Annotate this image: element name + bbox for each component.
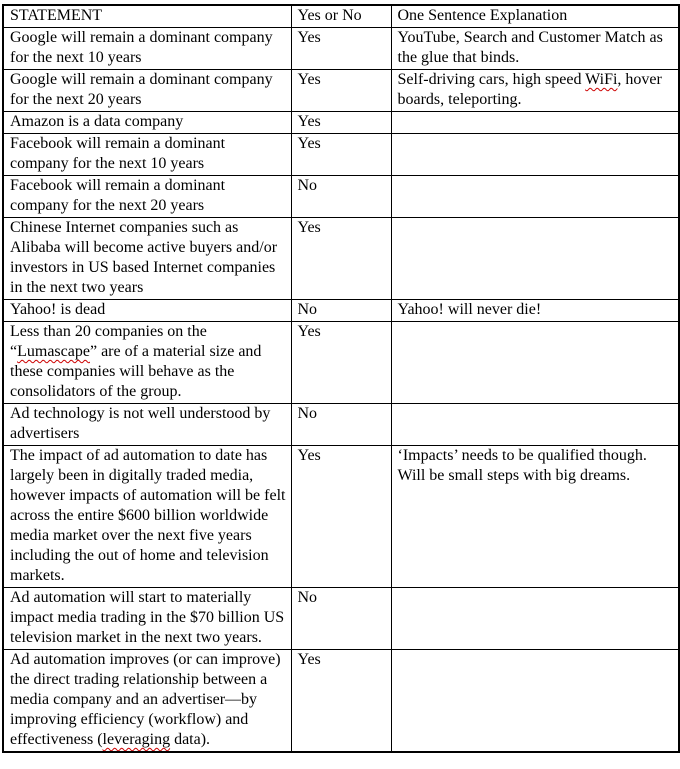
answer-cell: Yes — [291, 134, 391, 176]
table-row — [3, 134, 679, 176]
spellcheck-squiggle: leveraging — [102, 731, 171, 748]
answer-cell: Yes — [291, 322, 391, 404]
col-header-explanation: One Sentence Explanation — [391, 5, 679, 28]
header-row — [3, 5, 679, 28]
explanation-cell: YouTube, Search and Customer Match as the glue that binds. — [391, 28, 679, 70]
explanation-cell — [391, 322, 679, 404]
explanation-cell — [391, 112, 679, 134]
table-row — [3, 404, 679, 446]
col-header-statement: STATEMENT — [3, 5, 291, 28]
answer-cell: Yes — [291, 650, 391, 753]
table-row — [3, 446, 679, 588]
explanation-cell — [391, 134, 679, 176]
explanation-cell: Yahoo! will never die! — [391, 300, 679, 322]
statement-cell: Ad automation improves (or can improve) the direct trading relationship between a media company and an advertiser—by improving efficiency (workflow) and effectiveness (leveraging data). — [3, 650, 291, 753]
explanation-cell — [391, 176, 679, 218]
explanation-cell — [391, 218, 679, 300]
statement-cell: Google will remain a dominant company for the next 20 years — [3, 70, 291, 112]
spellcheck-squiggle: Lumascape — [17, 343, 90, 360]
statement-cell: Google will remain a dominant company for the next 10 years — [3, 28, 291, 70]
answer-cell: No — [291, 404, 391, 446]
answer-cell: Yes — [291, 446, 391, 588]
statement-cell: Facebook will remain a dominant company for the next 10 years — [3, 134, 291, 176]
answer-cell: No — [291, 588, 391, 650]
statements-table — [2, 4, 680, 753]
answer-cell: Yes — [291, 112, 391, 134]
explanation-cell — [391, 588, 679, 650]
table-row — [3, 650, 679, 753]
answer-cell: No — [291, 300, 391, 322]
table-row — [3, 218, 679, 300]
answer-cell: No — [291, 176, 391, 218]
statement-cell: Facebook will remain a dominant company for the next 20 years — [3, 176, 291, 218]
explanation-cell: Self-driving cars, high speed WiFi, hover boards, teleporting. — [391, 70, 679, 112]
spellcheck-squiggle: WiFi — [585, 71, 618, 88]
table-row — [3, 112, 679, 134]
table-row — [3, 70, 679, 112]
col-header-yes-or-no: Yes or No — [291, 5, 391, 28]
table-row — [3, 322, 679, 404]
answer-cell: Yes — [291, 70, 391, 112]
answer-cell: Yes — [291, 218, 391, 300]
statement-cell: Amazon is a data company — [3, 112, 291, 134]
explanation-cell — [391, 650, 679, 753]
statement-cell: Ad automation will start to materially impact media trading in the $70 billion US television market in the next two years. — [3, 588, 291, 650]
explanation-cell: ‘Impacts’ needs to be qualified though. Will be small steps with big dreams. — [391, 446, 679, 588]
statement-cell: Yahoo! is dead — [3, 300, 291, 322]
table-row — [3, 28, 679, 70]
answer-cell: Yes — [291, 28, 391, 70]
statement-cell: Less than 20 companies on the “Lumascape” are of a material size and these companies will behave as the consolidators of the group. — [3, 322, 291, 404]
explanation-cell — [391, 404, 679, 446]
statement-cell: Ad technology is not well understood by advertisers — [3, 404, 291, 446]
table-row — [3, 588, 679, 650]
table-row — [3, 300, 679, 322]
table-row — [3, 176, 679, 218]
statement-cell: Chinese Internet companies such as Alibaba will become active buyers and/or investors in US based Internet companies in the next two years — [3, 218, 291, 300]
statement-cell: The impact of ad automation to date has largely been in digitally traded media, however impacts of automation will be felt across the entire $600 billion worldwide media market over the next five years including the out of home and television markets. — [3, 446, 291, 588]
